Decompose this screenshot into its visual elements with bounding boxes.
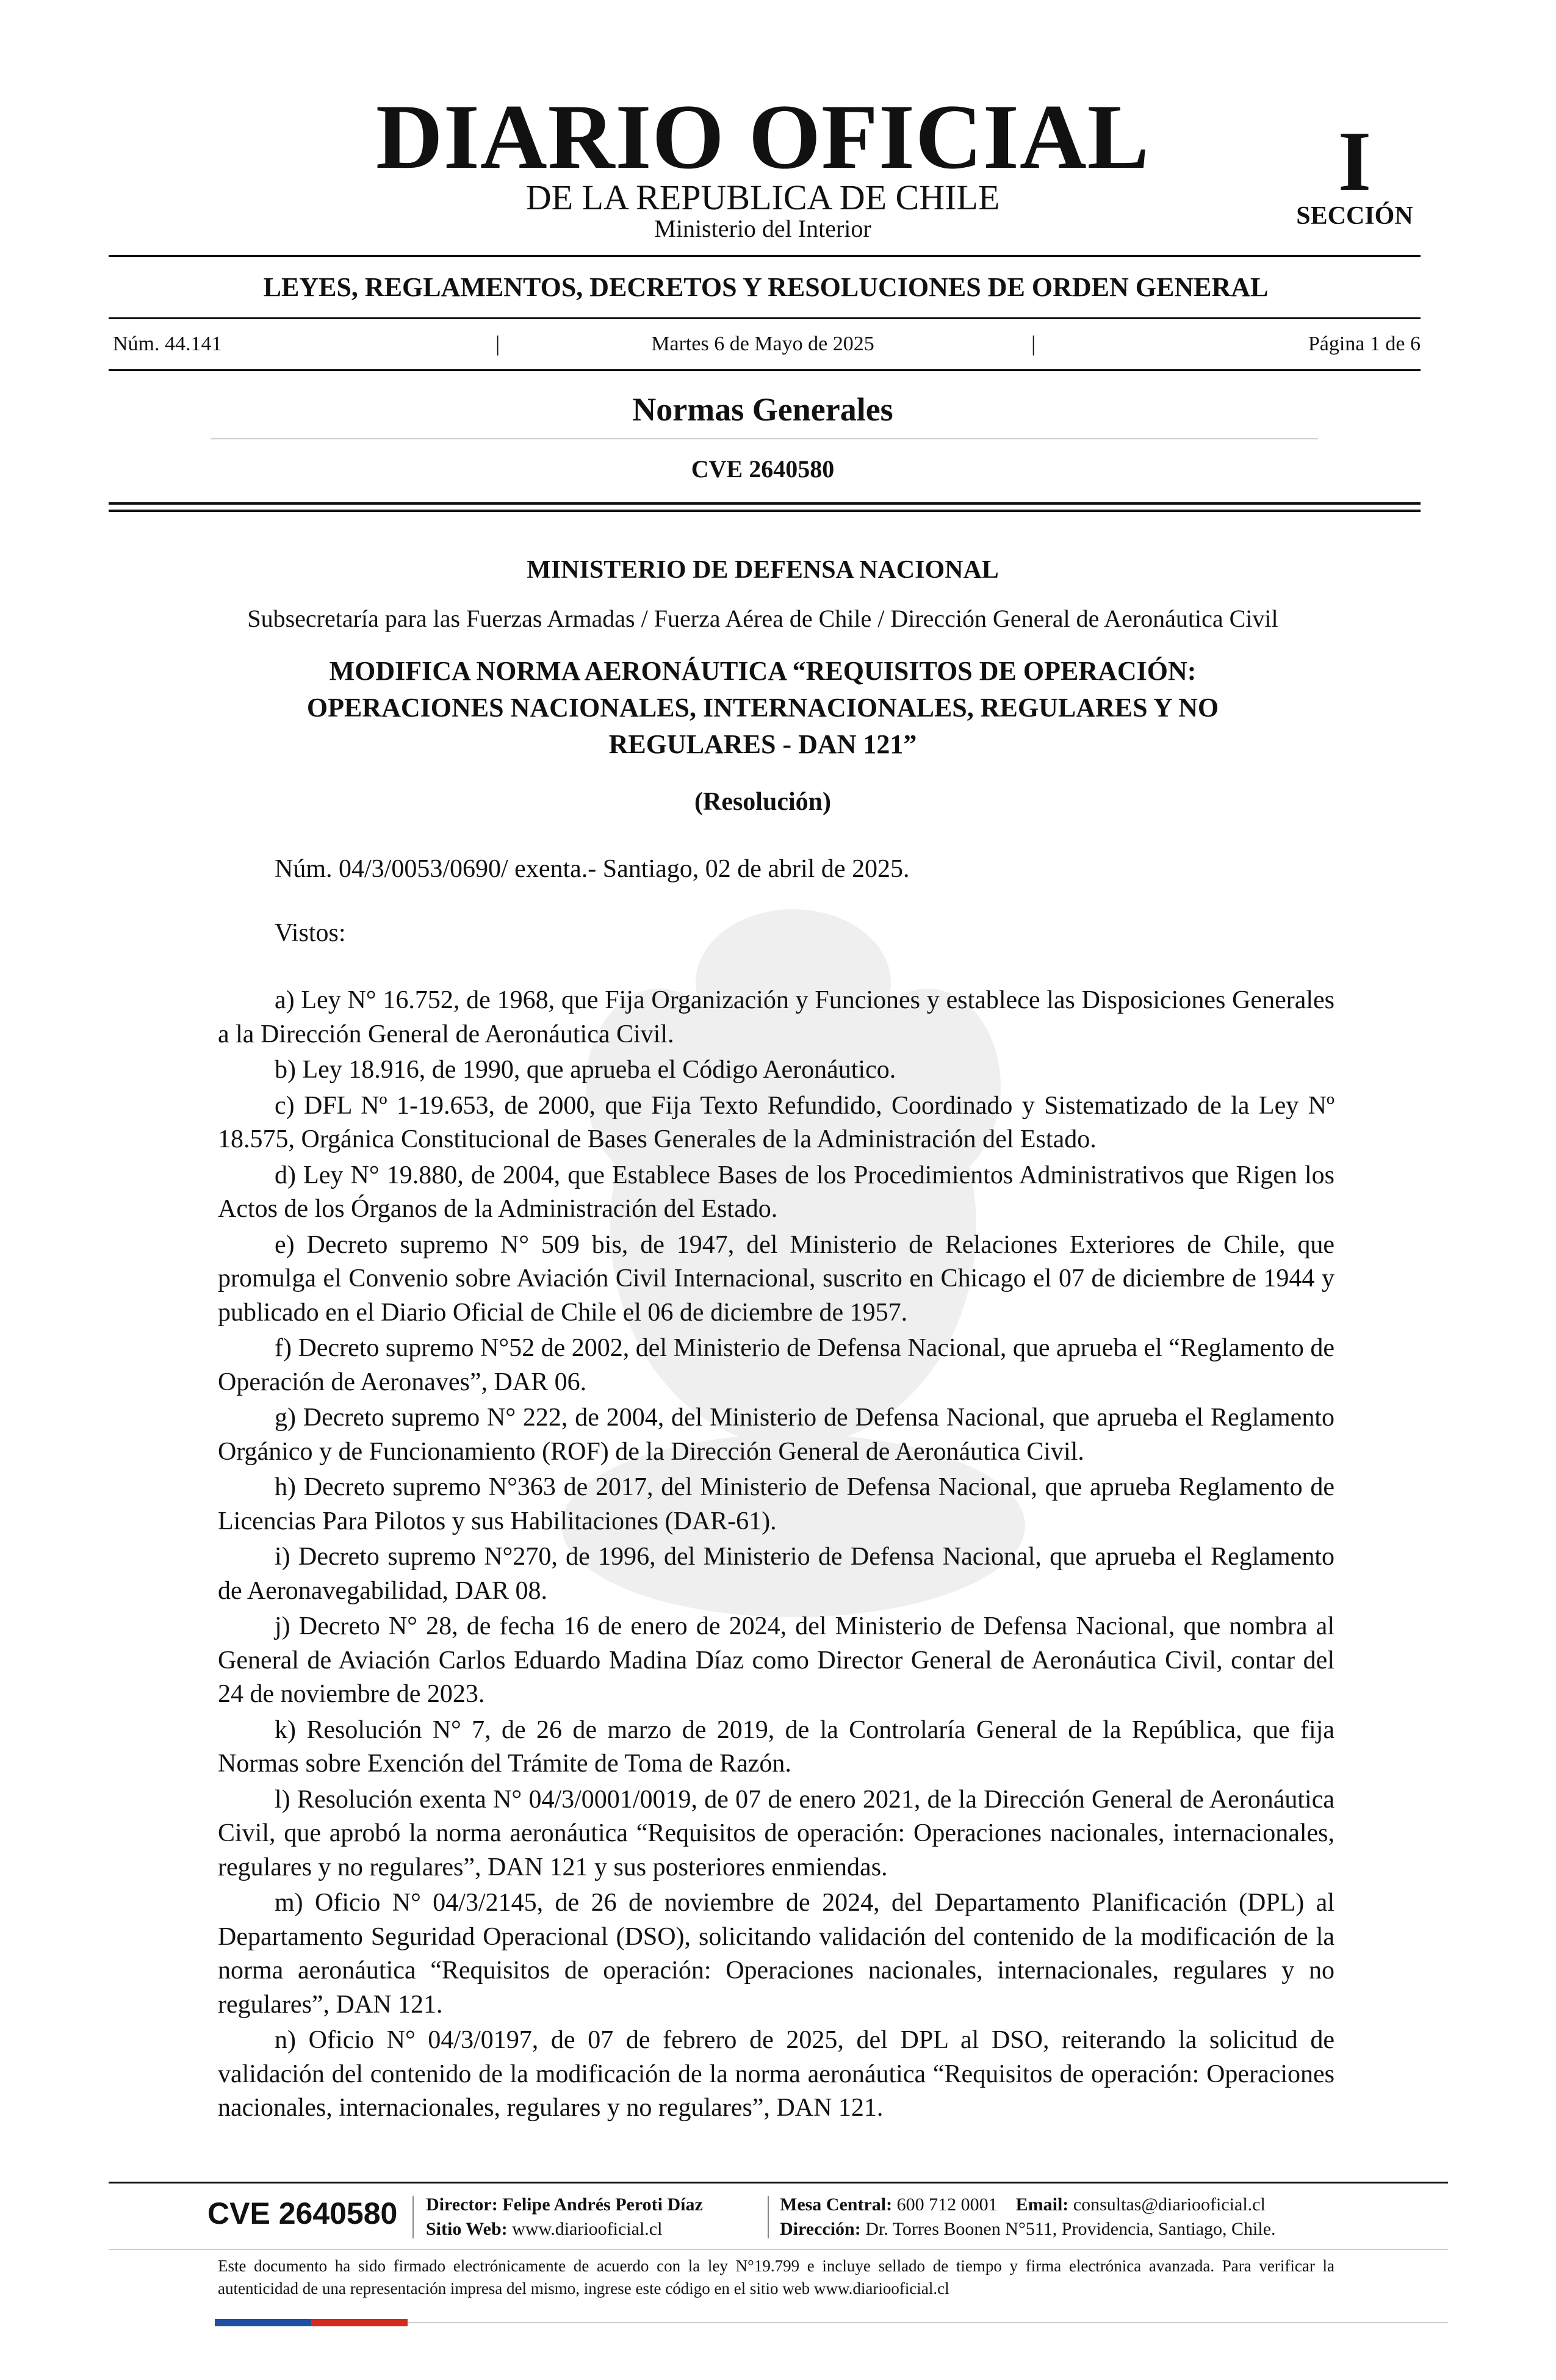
document-title-line: MODIFICA NORMA AERONÁUTICA “REQUISITOS DE OPERACIÓN: bbox=[329, 656, 1197, 686]
page-indicator: Página 1 de 6 bbox=[1308, 333, 1421, 355]
address-label: Dirección: bbox=[780, 2219, 861, 2239]
vistos-item: b) Ley 18.916, de 1990, que aprueba el Código Aeronáutico. bbox=[275, 1056, 896, 1084]
vistos-label: Vistos: bbox=[275, 919, 346, 947]
category-heading: LEYES, REGLAMENTOS, DECRETOS Y RESOLUCIONES DE ORDEN GENERAL bbox=[263, 272, 1269, 302]
masthead-ministry: Ministerio del Interior bbox=[654, 215, 871, 242]
masthead-subtitle: DE LA REPUBLICA DE CHILE bbox=[525, 178, 1000, 217]
footer-contact-block bbox=[780, 2193, 1276, 2241]
footer-note-divider bbox=[109, 2249, 1448, 2250]
vistos-item: a) Ley N° 16.752, de 1968, que Fija Organización y Funciones y establece las Disposiciones Generales a la Dirección General de Aeronáutica Civil. bbox=[218, 986, 1334, 1048]
subsecretaria: Subsecretaría para las Fuerzas Armadas / Fuerza Aérea de Chile / Dirección General de Aeronáutica Civil bbox=[247, 605, 1278, 632]
header-rule-middle bbox=[109, 317, 1421, 319]
vistos-item: h) Decreto supremo N°363 de 2017, del Ministerio de Defensa Nacional, que aprueba Reglamento de Licencias Para Pilotos y sus Habilitaciones (DAR-61). bbox=[218, 1473, 1334, 1535]
vistos-list bbox=[218, 984, 1334, 2126]
vistos-item: i) Decreto supremo N°270, de 1996, del Ministerio de Defensa Nacional, que aprueba el Reglamento de Aeronavegabilidad, DAR 08. bbox=[218, 1543, 1334, 1605]
flag-bar-blue bbox=[215, 2319, 311, 2326]
document-title bbox=[244, 653, 1281, 763]
footer-divider bbox=[768, 2196, 769, 2238]
document-title-line: OPERACIONES NACIONALES, INTERNACIONALES, REGULARES Y NO bbox=[306, 693, 1219, 723]
section-number: I bbox=[1338, 114, 1372, 209]
vistos-item: m) Oficio N° 04/3/2145, de 26 de noviembre de 2024, del Departamento Planificación (DPL) al Departamento Seguridad Operacional (DSO), solicitando validación del contenido de la modificación de la norma aeronáutica “Requisitos de operación: Operaciones nacionales, internacionales, regulares y no regulares”, DAN 121. bbox=[218, 1889, 1334, 2019]
cve-code: CVE 2640580 bbox=[691, 455, 835, 483]
document-title-line: REGULARES - DAN 121” bbox=[608, 729, 917, 759]
double-rule-bottom bbox=[109, 510, 1421, 512]
header-rule-top bbox=[109, 255, 1421, 257]
flag-bar-line bbox=[408, 2322, 1448, 2323]
double-rule-top bbox=[109, 502, 1421, 505]
director-label: Director: bbox=[426, 2194, 498, 2215]
resolution-number: Núm. 04/3/0053/0690/ exenta.- Santiago, 02 de abril de 2025. bbox=[275, 855, 910, 883]
site-link[interactable]: www.diariooficial.cl bbox=[512, 2219, 663, 2239]
vistos-item: j) Decreto N° 28, de fecha 16 de enero de 2024, del Ministerio de Defensa Nacional, que nombra al General de Aviación Carlos Eduardo Madina Díaz como Director General de Aeronáutica Civil, contar del 24 de noviembre de 2023. bbox=[218, 1612, 1334, 1708]
meta-separator: | bbox=[495, 331, 500, 356]
vistos-item: k) Resolución N° 7, de 26 de marzo de 2019, de la Controlaría General de la República, que fija Normas sobre Exención del Trámite de Toma de Razón. bbox=[218, 1715, 1334, 1778]
mesa-label: Mesa Central: bbox=[780, 2194, 893, 2215]
email-link[interactable]: consultas@diariooficial.cl bbox=[1073, 2194, 1266, 2215]
masthead-title: DIARIO OFICIAL bbox=[375, 85, 1150, 188]
vistos-item: d) Ley N° 19.880, de 2004, que Establece Bases de los Procedimientos Administrativos que Rigen los Actos de los Órganos de la Administración del Estado. bbox=[218, 1161, 1334, 1223]
section-label: SECCIÓN bbox=[1296, 202, 1413, 230]
document-type: (Resolución) bbox=[694, 788, 831, 816]
footer-cve: CVE 2640580 bbox=[207, 2196, 398, 2230]
footer-rule bbox=[109, 2182, 1448, 2183]
vistos-item: l) Resolución exenta N° 04/3/0001/0019, de 07 de enero 2021, de la Dirección General de Aeronáutica Civil, que aprobó la norma aeronáutica “Requisitos de operación: Operaciones nacionales, internacionales, regulares y no regulares”, DAN 121 y sus posteriores enmiendas. bbox=[218, 1785, 1334, 1881]
address-text: Dr. Torres Boonen N°511, Providencia, Santiago, Chile. bbox=[865, 2219, 1276, 2239]
meta-separator: | bbox=[1031, 331, 1036, 356]
footer-divider bbox=[412, 2196, 414, 2238]
section-title: Normas Generales bbox=[632, 391, 893, 428]
footer-legal-note: Este documento ha sido firmado electrónicamente de acuerdo con la ley N°19.799 e incluye sellado de tiempo y firma electrónica avanzada. Para verificar la autenticidad de una representación impresa del mismo, ingrese este código en el sitio web www.diariooficial.cl bbox=[218, 2257, 1334, 2298]
mesa-phone: 600 712 0001 bbox=[896, 2194, 998, 2215]
vistos-item: f) Decreto supremo N°52 de 2002, del Ministerio de Defensa Nacional, que aprueba el “Reglamento de Operación de Aeronaves”, DAR 06. bbox=[218, 1334, 1335, 1396]
issue-number: Núm. 44.141 bbox=[113, 333, 222, 355]
section-divider bbox=[211, 438, 1318, 439]
issuing-ministry: MINISTERIO DE DEFENSA NACIONAL bbox=[527, 556, 999, 584]
site-label: Sitio Web: bbox=[426, 2219, 508, 2239]
footer-director-block bbox=[426, 2193, 703, 2241]
vistos-item: n) Oficio N° 04/3/0197, de 07 de febrero de 2025, del DPL al DSO, reiterando la solicitud de validación del contenido de la modificación de la norma aeronáutica “Requisitos de operación: Operaciones nacionales, internacionales, regulares y no regulares”, DAN 121. bbox=[218, 2026, 1334, 2122]
issue-date: Martes 6 de Mayo de 2025 bbox=[651, 333, 874, 355]
vistos-item: c) DFL Nº 1-19.653, de 2000, que Fija Texto Refundido, Coordinado y Sistematizado de la Ley Nº 18.575, Orgánica Constitucional de Bases Generales de la Administración del Estado. bbox=[218, 1091, 1334, 1153]
flag-bar-red bbox=[311, 2319, 408, 2326]
director-name: Felipe Andrés Peroti Díaz bbox=[502, 2194, 703, 2215]
header-rule-bottom bbox=[109, 369, 1421, 371]
email-label: Email: bbox=[1015, 2194, 1069, 2215]
vistos-item: e) Decreto supremo N° 509 bis, de 1947, del Ministerio de Relaciones Exteriores de Chile, que promulga el Convenio sobre Aviación Civil Internacional, suscrito en Chicago el 07 de diciembre de 1944 y publicado en el Diario Oficial de Chile el 06 de diciembre de 1957. bbox=[218, 1230, 1334, 1327]
vistos-item: g) Decreto supremo N° 222, de 2004, del Ministerio de Defensa Nacional, que aprueba el Reglamento Orgánico y de Funcionamiento (ROF) de la Dirección General de Aeronáutica Civil. bbox=[218, 1404, 1334, 1466]
